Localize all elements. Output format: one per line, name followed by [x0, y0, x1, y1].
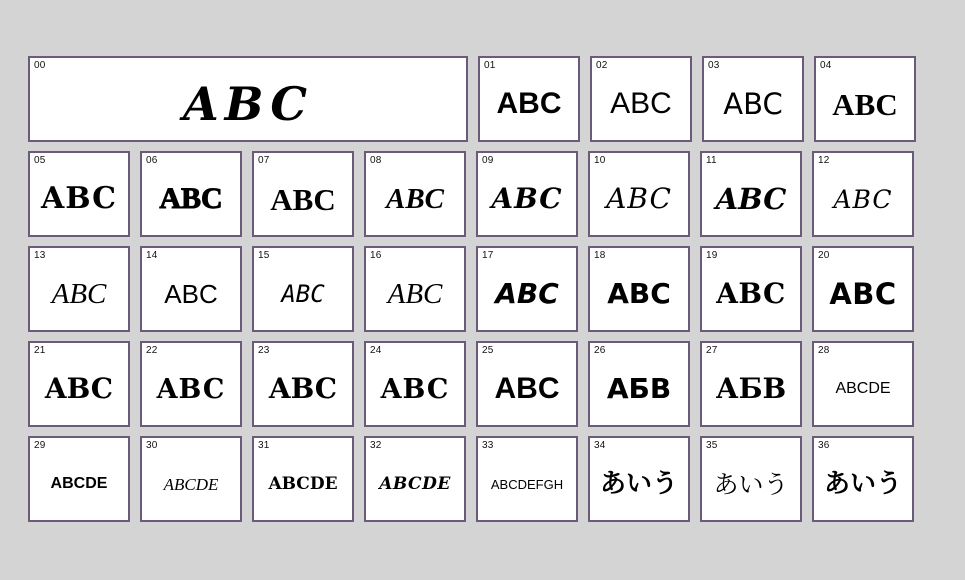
font-sample-text: ABC — [159, 182, 223, 215]
font-sample-text: ABC — [495, 277, 559, 310]
font-sample-cell[interactable] — [702, 56, 804, 142]
font-sample-cell[interactable] — [812, 341, 914, 427]
font-sample-index: 06 — [146, 155, 158, 166]
font-sample-cell[interactable] — [700, 151, 802, 237]
font-sample-cell[interactable] — [140, 246, 242, 332]
font-sample-cell[interactable] — [28, 436, 130, 522]
font-sample-index: 35 — [706, 440, 718, 451]
font-sample-cell[interactable] — [364, 246, 466, 332]
font-sample-text: ABC — [51, 277, 107, 310]
font-sample-text: ABC — [496, 87, 562, 120]
font-sample-text: ABC — [40, 181, 118, 216]
font-sample-text: ABCDEFGH — [490, 476, 564, 492]
font-sample-cell[interactable] — [28, 341, 130, 427]
font-sample-cell[interactable] — [588, 341, 690, 427]
font-sample-index: 27 — [706, 345, 718, 356]
font-sample-index: 09 — [482, 155, 494, 166]
font-sample-index: 16 — [370, 250, 382, 261]
font-sample-text: ABCDE — [835, 380, 891, 397]
font-grid-row — [28, 246, 938, 332]
font-sample-index: 13 — [34, 250, 46, 261]
font-sample-text: ABC — [829, 276, 897, 311]
font-sample-text: ABC — [491, 182, 563, 215]
font-sample-text: ABC — [281, 280, 325, 308]
font-sample-text: ABC — [494, 372, 560, 405]
font-sample-index: 04 — [820, 60, 832, 71]
font-sample-index: 26 — [594, 345, 606, 356]
font-sample-index: 11 — [706, 155, 717, 166]
font-sample-cell[interactable] — [364, 151, 466, 237]
font-sample-cell[interactable] — [252, 151, 354, 237]
font-sample-text: ABC — [715, 181, 787, 216]
font-sample-text: ABCDE — [163, 474, 219, 494]
font-sample-cell[interactable] — [476, 246, 578, 332]
font-sample-index: 12 — [818, 155, 830, 166]
font-sample-index: 33 — [482, 440, 494, 451]
font-sample-cell[interactable] — [28, 246, 130, 332]
font-sample-cell[interactable] — [28, 56, 468, 142]
font-sample-cell[interactable] — [588, 246, 690, 332]
font-sample-grid — [28, 56, 938, 531]
font-sample-cell[interactable] — [140, 341, 242, 427]
font-sample-index: 05 — [34, 155, 46, 166]
font-sample-index: 22 — [146, 345, 158, 356]
font-sample-text: АБВ — [715, 372, 787, 405]
font-sample-cell[interactable] — [700, 341, 802, 427]
font-sample-index: 00 — [34, 60, 46, 71]
font-sample-cell[interactable] — [252, 436, 354, 522]
font-sample-cell[interactable] — [476, 341, 578, 427]
font-sample-text: あいう — [823, 469, 902, 499]
font-sample-cell[interactable] — [476, 436, 578, 522]
font-sample-index: 14 — [146, 250, 158, 261]
font-sample-index: 15 — [258, 250, 270, 261]
font-sample-text: ABC — [268, 372, 338, 405]
font-sample-cell[interactable] — [814, 56, 916, 142]
font-sample-text: ABCDE — [50, 475, 108, 492]
font-sample-index: 25 — [482, 345, 494, 356]
font-sample-index: 30 — [146, 440, 158, 451]
font-sample-text: ABC — [387, 277, 443, 310]
font-sample-cell[interactable] — [700, 436, 802, 522]
font-sample-cell[interactable] — [588, 151, 690, 237]
font-sample-index: 01 — [484, 60, 496, 71]
font-grid-row — [28, 436, 938, 522]
font-sample-index: 07 — [258, 155, 270, 166]
font-sample-cell[interactable] — [252, 341, 354, 427]
font-sample-cell[interactable] — [252, 246, 354, 332]
font-sample-text: ABC — [606, 182, 672, 215]
font-sample-index: 18 — [594, 250, 606, 261]
font-sample-index: 28 — [818, 345, 830, 356]
font-sample-index: 20 — [818, 250, 830, 261]
font-sample-text: ABCDE — [379, 473, 451, 494]
font-sample-text: ABC — [44, 372, 114, 405]
font-sample-text: ABC — [270, 181, 336, 217]
font-sample-text: ABC — [723, 86, 783, 121]
font-sample-index: 17 — [482, 250, 494, 261]
font-sample-text: ABC — [385, 182, 445, 215]
font-sample-index: 24 — [370, 345, 382, 356]
font-sample-text: ABC — [380, 373, 450, 405]
font-sample-text: ABC — [716, 277, 786, 310]
font-sample-cell[interactable] — [812, 436, 914, 522]
font-sample-cell[interactable] — [140, 436, 242, 522]
font-sample-cell[interactable] — [478, 56, 580, 142]
font-sample-cell[interactable] — [140, 151, 242, 237]
font-sample-cell[interactable] — [700, 246, 802, 332]
font-sample-text: あいう — [599, 469, 678, 499]
font-sample-text: ABC — [156, 373, 226, 405]
font-sample-index: 36 — [818, 440, 830, 451]
font-sample-index: 03 — [708, 60, 720, 71]
font-sample-index: 21 — [34, 345, 46, 356]
font-grid-row — [28, 341, 938, 427]
font-sample-index: 08 — [370, 155, 382, 166]
font-sample-index: 19 — [706, 250, 718, 261]
font-sample-cell[interactable] — [364, 436, 466, 522]
font-sample-cell[interactable] — [476, 151, 578, 237]
font-grid-row — [28, 56, 938, 142]
font-sample-index: 29 — [34, 440, 46, 451]
font-sample-cell[interactable] — [812, 246, 914, 332]
font-sample-text: ABC — [607, 277, 671, 310]
font-sample-text: ABCDE — [268, 473, 338, 494]
font-sample-index: 31 — [258, 440, 270, 451]
font-sample-index: 23 — [258, 345, 270, 356]
font-sample-text: あいう — [713, 469, 789, 499]
font-sample-text: ABC — [832, 86, 898, 122]
font-sample-cell[interactable] — [364, 341, 466, 427]
font-grid-row — [28, 151, 938, 237]
font-sample-cell[interactable] — [590, 56, 692, 142]
font-sample-index: 32 — [370, 440, 382, 451]
font-sample-text: ABC — [610, 87, 672, 120]
font-sample-text: АБВ — [606, 372, 672, 405]
font-sample-index: 34 — [594, 440, 606, 451]
font-sample-text: ABC — [833, 184, 893, 214]
font-sample-cell[interactable] — [812, 151, 914, 237]
font-sample-text: ABC — [182, 77, 314, 131]
font-sample-text: ABC — [164, 279, 218, 309]
font-sample-cell[interactable] — [28, 151, 130, 237]
font-sample-index: 02 — [596, 60, 608, 71]
font-sample-index: 10 — [594, 155, 606, 166]
font-sample-cell[interactable] — [588, 436, 690, 522]
